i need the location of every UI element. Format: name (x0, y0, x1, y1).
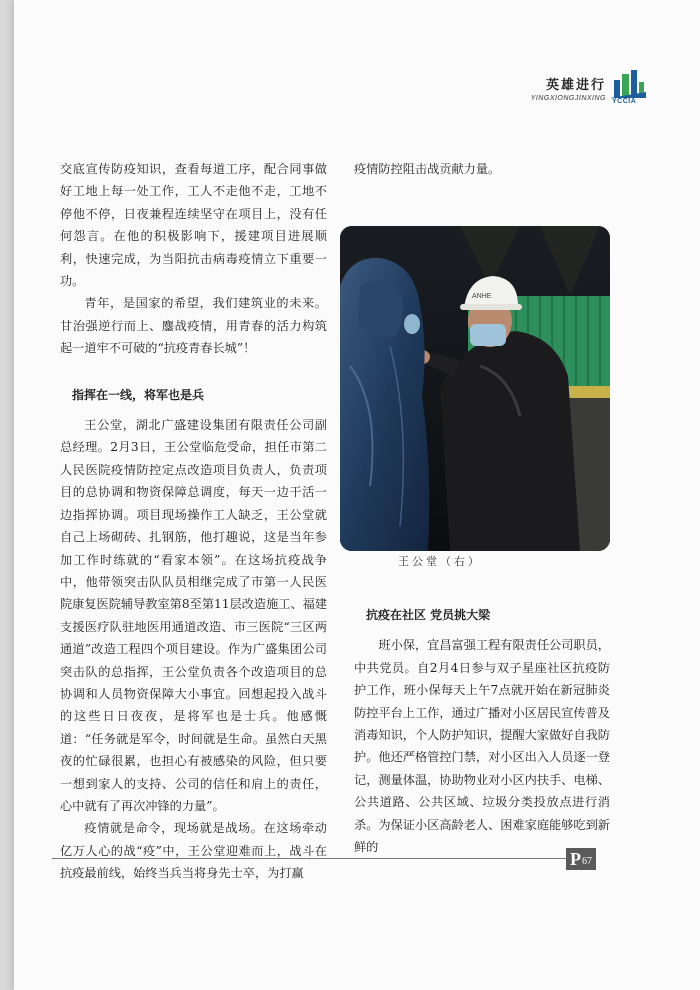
yccia-logo (608, 70, 648, 110)
helmet-text: ANHE (472, 293, 492, 300)
photo-wang-gongtang (340, 226, 610, 551)
subheading: 指挥在一线，将军也是兵 (72, 387, 205, 402)
left-column (60, 158, 327, 885)
paragraph: 班小保，宜昌富强工程有限责任公司职员，中共党员。自2月4日参与双子星座社区抗疫防护工作，班小保每天上午7点就开始在新冠肺炎防控平台上工作，通过广播对小区居民宣传普及消毒知识，个人防护知识，提醒大家做好自我防护。他还严格管控门禁，对小区出入人员逐一登记，测量体温，协助物业对小区内扶手、电梯、公共道路、公共区域、垃圾分类投放点进行消杀。为保证小区高龄老人、困难家庭能够吃到新鲜的 (354, 638, 610, 855)
page-number-badge (566, 848, 596, 870)
section-title: 英雄进行 (545, 78, 606, 93)
subheading: 抗疫在社区 党员挑大梁 (366, 608, 491, 622)
building-logo-icon (608, 70, 648, 100)
page-letter: P (570, 849, 581, 869)
paragraph: 青年，是国家的希望，我们建筑业的未来。甘治强逆行而上、鏖战疫情，用青春的活力构筑起一道牢不可破的“抗疫青春长城”！ (60, 296, 327, 356)
right-column-bottom (354, 596, 610, 858)
section-pinyin: YINGXIONGJINXING (530, 95, 606, 102)
paragraph: 疫情就是命令，现场就是战场。在这场牵动亿万人心的战“疫”中，王公堂迎难而上，战斗在抗疫最前线，始终当兵当将身先士卒，为打赢 (60, 821, 327, 881)
paragraph: 疫情防控阻击战贡献力量。 (354, 162, 501, 176)
footer-rule (52, 858, 570, 859)
paragraph: 交底宣传防疫知识，查看每道工序，配合同事做好工地上每一处工作，工人不走他不走，工地不停他不停，日夜兼程连续坚守在项目上，没有任何怨言。在他的积极影响下，援建项目进展顺利，快速完成，为当阳抗击病毒疫情立下重要一功。 (60, 162, 327, 289)
logo-text: YCCIA (612, 98, 637, 105)
right-column-top (354, 158, 610, 180)
paragraph: 王公堂，湖北广盛建设集团有限责任公司副总经理。2月3日，王公堂临危受命，担任市第二人民医院疫情防控定点改造项目负责人，负责项目的总协调和物资保障总调度，每天一边干活一边指挥协调。项目现场操作工人缺乏，王公堂就自己上场砌砖、扎钢筋，他打趣说，这是当年参加工作时练就的“看家本领”。在这场抗疫战争中，他带领突击队队员相继完成了市第一人民医院康复医院辅导教室第8至第11层改造施工、福建支援医疗队驻地医用通道改造、市三医院“三区两通道”改造工程四个项目建设。作为广盛集团公司突击队的总指挥，王公堂负责各个改造项目的总协调和人员物资保障大小事宜。回想起投入战斗的这些日日夜夜，是将军也是士兵。他感慨道：“任务就是军令，时间就是生命。虽然白天黑夜的忙碌很累，也担心有被感染的风险，但只要一想到家人的支持、公司的信任和肩上的责任，心中就有了再次冲锋的力量”。 (60, 418, 328, 813)
page-number: 67 (582, 856, 592, 867)
photo-caption: 王公堂（右） (398, 555, 482, 568)
section-header (531, 74, 606, 102)
